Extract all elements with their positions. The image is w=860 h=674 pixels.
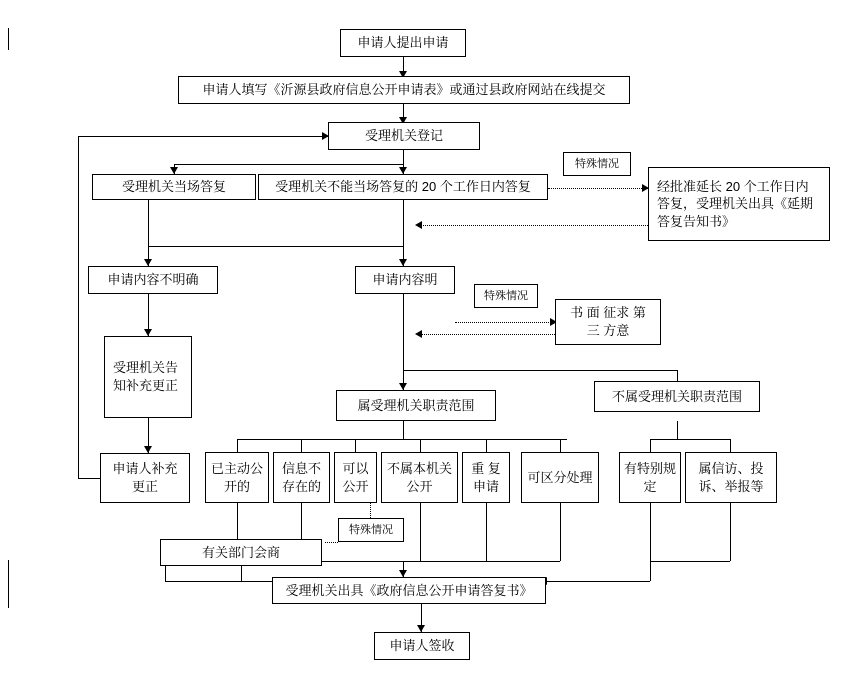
edge-n15-loop-h [78, 478, 102, 479]
edge-bus-horizontal [174, 164, 403, 165]
edge-bus-n20 [486, 439, 487, 452]
edge-bus-n17 [301, 439, 302, 452]
node-department-consultation[interactable]: 有关部门会商 [160, 539, 322, 566]
edge-n9-split [403, 370, 677, 371]
node-content-clear[interactable]: 申请内容明 [355, 266, 455, 294]
edge-bus-n19 [420, 439, 421, 452]
node-reply-on-site[interactable]: 受理机关当场答复 [92, 174, 256, 200]
node-fill-application-form[interactable]: 申请人填写《沂源县政府信息公开申请表》或通过县政府网站在线提交 [178, 76, 630, 104]
arrowhead-n12-n15 [144, 446, 152, 453]
node-agency-registration[interactable]: 受理机关登记 [328, 122, 480, 150]
node-content-unclear[interactable]: 申请内容不明确 [88, 266, 218, 294]
node-info-not-exist[interactable]: 信息不存在的 [273, 452, 330, 503]
node-outside-agency-scope[interactable]: 不属受理机关职责范围 [594, 381, 760, 412]
edge-n11-back-dotted [420, 334, 555, 335]
node-special-case-3[interactable]: 特殊情况 [338, 518, 404, 542]
edge-n13-down [403, 421, 404, 439]
edge-n22-n23-join [650, 561, 730, 562]
arrowhead-split-n13 [399, 383, 407, 390]
arrowhead-n8-n12 [144, 329, 152, 336]
arrowhead-bus-n4 [170, 167, 178, 174]
edge-bus-n21 [560, 439, 561, 452]
arrowhead-n7-back [415, 221, 422, 229]
edge-n14-children-bus [650, 439, 730, 440]
node-can-disclose[interactable]: 可以公开 [334, 452, 377, 503]
node-notify-supplement[interactable]: 受理机关告知补充更正 [104, 336, 192, 418]
edge-n22-down [650, 503, 651, 581]
edge-n7-back-dotted [420, 225, 648, 226]
edge-n9-n11-dotted [455, 322, 555, 323]
node-reply-within-20-days[interactable]: 受理机关不能当场答复的 20 个工作日内答复 [258, 174, 548, 200]
node-petition-complaint[interactable]: 属信访、投诉、举报等 [685, 452, 777, 503]
arrowhead-join-n8 [144, 259, 152, 266]
edge-n4-n5-join [148, 246, 403, 247]
node-applicant-receipt[interactable]: 申请人签收 [374, 632, 470, 660]
margin-mark-top [8, 28, 9, 50]
arrowhead-n11-back [415, 330, 422, 338]
edge-n5-down [403, 200, 404, 246]
node-issue-reply-document[interactable]: 受理机关出具《政府信息公开申请答复书》 [272, 577, 546, 604]
edge-bus-n16 [237, 439, 238, 452]
margin-mark-bottom [8, 560, 9, 608]
node-not-this-agency[interactable]: 不属本机关公开 [381, 452, 458, 503]
node-applicant-submits[interactable]: 申请人提出申请 [340, 29, 466, 57]
edge-n25-down [241, 566, 242, 581]
arrowhead-bus-n5 [399, 167, 407, 174]
node-separable-handling[interactable]: 可区分处理 [521, 452, 599, 503]
edge-right-to-n26 [545, 581, 650, 582]
edge-n25-left-v [165, 566, 166, 581]
edge-bus-n18 [355, 439, 356, 452]
edge-bus-n22 [650, 439, 651, 452]
node-special-provisions[interactable]: 有特别规定 [619, 452, 681, 503]
node-applicant-supplements[interactable]: 申请人补充更正 [100, 453, 190, 503]
node-within-agency-scope[interactable]: 属受理机关职责范围 [336, 390, 496, 421]
node-duplicate-application[interactable]: 重 复申请 [462, 452, 510, 503]
edge-n3-bus [403, 150, 404, 164]
edge-n18-n24-dotted [370, 503, 371, 518]
edge-n9-down [403, 294, 404, 370]
edge-n14-down [677, 421, 678, 439]
edge-n25-to-n26 [165, 581, 285, 582]
edge-bus-n23 [730, 439, 731, 452]
arrowhead-join-n9 [399, 259, 407, 266]
edge-n4-down [148, 200, 149, 246]
arrowhead-n26-n27 [417, 625, 425, 632]
edge-n15-loop-v [78, 136, 79, 478]
edge-n23-down [730, 503, 731, 561]
edge-n21-down [560, 503, 561, 561]
node-special-case-1[interactable]: 特殊情况 [563, 152, 631, 176]
edge-n24-n25-dotted [325, 542, 338, 543]
node-already-public[interactable]: 已主动公开的 [205, 452, 269, 503]
node-written-third-party[interactable]: 书 面 征求 第 三 方意 [555, 299, 661, 345]
arrowhead-bus-n26 [399, 570, 407, 577]
node-extension-notice[interactable]: 经批准延长 20 个工作日内答复，受理机关出具《延期答复告知书》 [648, 167, 830, 241]
edge-n13-children-bus [237, 439, 567, 440]
edge-n19-down [420, 503, 421, 561]
edge-loop-to-n3 [78, 136, 328, 137]
edge-n20-down [486, 503, 487, 561]
node-special-case-2[interactable]: 特殊情况 [474, 284, 538, 308]
edge-n5-n7-dotted [548, 188, 648, 189]
